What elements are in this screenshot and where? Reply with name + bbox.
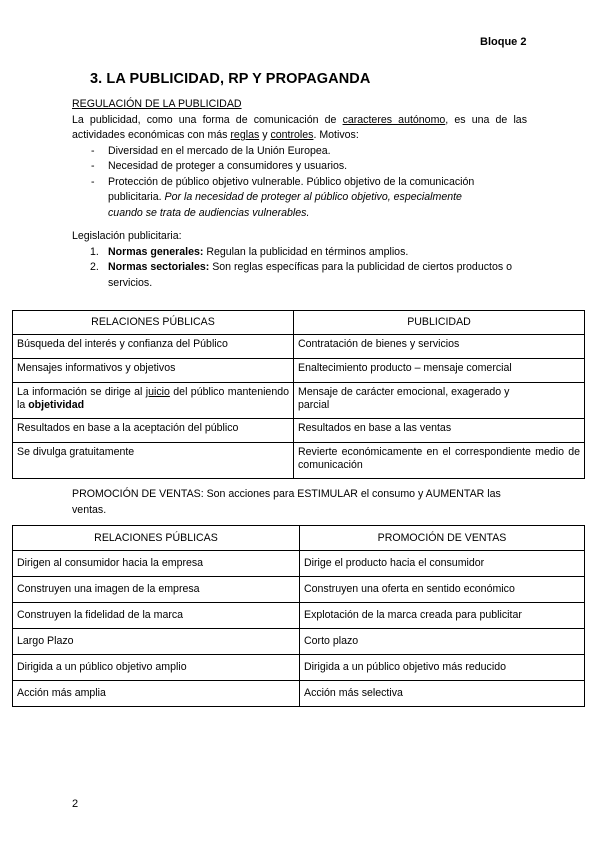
table-cell: Enaltecimiento producto – mensaje comercial bbox=[294, 359, 585, 383]
table-header: RELACIONES PÚBLICAS bbox=[13, 526, 300, 551]
table-cell: Resultados en base a la aceptación del público bbox=[13, 419, 294, 443]
table-row bbox=[13, 335, 585, 359]
legislacion-item bbox=[72, 260, 527, 291]
table-cell: Construyen la fidelidad de la marca bbox=[13, 603, 300, 629]
motivo-item bbox=[72, 175, 527, 222]
legislacion-section bbox=[72, 229, 527, 291]
table-cell bbox=[13, 383, 294, 419]
page-title: 3. LA PUBLICIDAD, RP Y PROPAGANDA bbox=[90, 71, 371, 87]
table-cell: Revierte económicamente en el correspondiente medio de comunicación bbox=[294, 443, 585, 479]
table-cell: Se divulga gratuitamente bbox=[13, 443, 294, 479]
regulacion-text-d: . Motivos: bbox=[313, 129, 359, 141]
item-text: Regulan la publicidad en términos amplios. bbox=[203, 245, 409, 258]
item-number: 1. bbox=[90, 245, 99, 258]
cell-text-a: La información se dirige al bbox=[17, 386, 146, 398]
regulacion-section bbox=[72, 97, 527, 221]
table-cell: Resultados en base a las ventas bbox=[294, 419, 585, 443]
link-controles: controles bbox=[270, 129, 314, 141]
table-cell: Dirigida a un público objetivo amplio bbox=[13, 655, 300, 681]
regulacion-text-b: , es una de las actividades económicas con más bbox=[72, 113, 527, 141]
link-reglas: reglas bbox=[230, 129, 260, 141]
motivo-3-note: Por la necesidad de proteger al público objetivo, especialmente cuando se trata de audiencias vulnerables. bbox=[108, 191, 462, 219]
table-cell: Contratación de bienes y servicios bbox=[294, 335, 585, 359]
legislacion-list bbox=[72, 245, 527, 292]
legislacion-item bbox=[72, 245, 527, 261]
table-cell: Acción más amplia bbox=[13, 681, 300, 707]
item-number: 2. bbox=[90, 261, 99, 273]
table-cell: Mensajes informativos y objetivos bbox=[13, 359, 294, 383]
table-cell: Dirige el producto hacia el consumidor bbox=[300, 551, 585, 577]
table-header: PROMOCIÓN DE VENTAS bbox=[300, 526, 585, 551]
regulacion-paragraph bbox=[72, 113, 527, 144]
table-row bbox=[13, 383, 585, 419]
motivo-item: - Diversidad en el mercado de la Unión Europea. bbox=[72, 144, 527, 160]
page-number: 2 bbox=[72, 798, 79, 810]
promocion-paragraph: PROMOCIÓN DE VENTAS: Son acciones para ESTIMULAR el consumo y AUMENTAR las ventas. bbox=[72, 488, 501, 516]
header-bloque: Bloque 2 bbox=[480, 36, 527, 48]
table-cell: Explotación de la marca creada para publicitar bbox=[300, 603, 585, 629]
table-cell: Mensaje de carácter emocional, exagerado y parcial bbox=[294, 383, 585, 419]
motivos-list bbox=[72, 144, 527, 222]
item-text: Son reglas específicas para la publicidad de ciertos productos o servicios. bbox=[108, 261, 512, 289]
table-row bbox=[13, 577, 585, 603]
table-row bbox=[13, 551, 585, 577]
table-row bbox=[13, 419, 585, 443]
table-row bbox=[13, 681, 585, 707]
legislacion-heading: Legislación publicitaria: bbox=[72, 230, 182, 242]
table-cell: Dirigida a un público objetivo más reducido bbox=[300, 655, 585, 681]
table-cell: Construyen una imagen de la empresa bbox=[13, 577, 300, 603]
link-caracteres-autonomo: caracteres autónomo bbox=[342, 113, 446, 126]
regulacion-text-c: y bbox=[259, 129, 271, 141]
table-row bbox=[13, 655, 585, 681]
table-rp-vs-publicidad bbox=[12, 310, 585, 479]
regulacion-text-a: La publicidad, como una forma de comunicación de bbox=[72, 113, 343, 126]
item-bold: Normas sectoriales: bbox=[108, 261, 210, 273]
item-bold: Normas generales: bbox=[108, 245, 204, 258]
table-row bbox=[13, 603, 585, 629]
table-cell: Dirigen al consumidor hacia la empresa bbox=[13, 551, 300, 577]
regulacion-heading: REGULACIÓN DE LA PUBLICIDAD bbox=[72, 98, 242, 110]
cell-bold: objetividad bbox=[28, 399, 85, 411]
table-cell: Largo Plazo bbox=[13, 629, 300, 655]
table-cell: Corto plazo bbox=[300, 629, 585, 655]
table-row bbox=[13, 443, 585, 479]
table-cell: Búsqueda del interés y confianza del Público bbox=[13, 335, 294, 359]
table-header: RELACIONES PÚBLICAS bbox=[13, 311, 294, 335]
cell-text-b: del público manteniendo la bbox=[17, 386, 290, 411]
table-cell: Construyen una oferta en sentido económico bbox=[300, 577, 585, 603]
table-header: PUBLICIDAD bbox=[294, 311, 585, 335]
table-row bbox=[13, 629, 585, 655]
table-row bbox=[13, 359, 585, 383]
motivo-3-text: Protección de público objetivo vulnerable. Público objetivo de la comunicación publicitaria. bbox=[108, 175, 475, 203]
motivo-item: - Necesidad de proteger a consumidores y usuarios. bbox=[72, 159, 527, 175]
cell-underlined: juicio bbox=[145, 386, 170, 398]
table-rp-vs-promocion bbox=[12, 525, 585, 707]
table-cell: Acción más selectiva bbox=[300, 681, 585, 707]
